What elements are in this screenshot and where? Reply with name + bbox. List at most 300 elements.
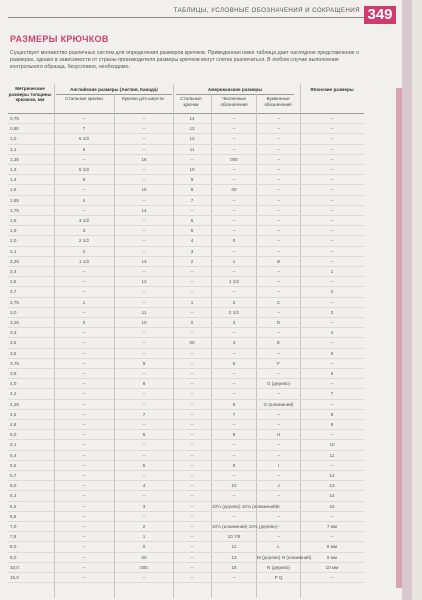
table-cell: 0 — [232, 238, 236, 244]
table-cell: – — [190, 289, 194, 295]
table-cell: – — [277, 238, 280, 244]
table-cell: – — [277, 228, 280, 234]
table-row — [8, 563, 364, 573]
table-cell: – — [330, 360, 334, 366]
table-cell: 14 — [189, 116, 195, 121]
table-cell: – — [82, 411, 86, 417]
table-cell: – — [190, 360, 194, 366]
table-row — [8, 328, 364, 338]
table-cell: – — [232, 391, 236, 397]
table-cell: – — [232, 177, 236, 183]
table-cell: 6 — [330, 371, 334, 376]
table-cell: 000 — [140, 564, 148, 570]
table-cell: – — [142, 330, 146, 336]
table-cell: – — [82, 442, 86, 448]
table-cell: 2 1/2 — [78, 238, 90, 244]
table-cell: 2 — [330, 289, 334, 295]
table-cell: – — [277, 330, 280, 336]
table-cell: – — [142, 442, 146, 448]
table-cell: 1,65 — [10, 197, 19, 203]
table-row — [8, 196, 364, 206]
table-cell: N (дерево) — [267, 564, 290, 570]
table-cell: 3 1/2 — [78, 218, 90, 223]
table-cell: 14 — [141, 207, 147, 213]
table-row — [8, 185, 364, 195]
table-cell: – — [190, 544, 194, 550]
table-cell: 10½ (алюминий) 10¾ (дерево) — [212, 524, 278, 529]
table-cell: – — [82, 116, 86, 121]
table-cell: – — [82, 330, 86, 336]
table-cell: – — [142, 391, 146, 397]
table-cell: – — [330, 381, 334, 387]
table-row — [8, 247, 364, 257]
table-cell: 12 — [329, 473, 335, 478]
table-cell: – — [277, 177, 280, 183]
table-cell: – — [142, 299, 146, 305]
table-row — [8, 440, 364, 450]
header-us-num: Численные обозначения — [220, 96, 248, 107]
table-cell: – — [330, 432, 334, 438]
running-header — [0, 0, 412, 26]
table-row — [8, 124, 364, 134]
table-row — [8, 461, 364, 471]
page-edge — [402, 0, 412, 600]
table-row — [8, 389, 364, 399]
table-cell: – — [142, 167, 146, 172]
table-cell: G (дерево) — [266, 381, 291, 387]
table-cell: 2 — [82, 248, 86, 254]
table-cell: 1 1/2 — [228, 279, 240, 285]
table-cell: – — [277, 289, 280, 295]
table-cell: – — [277, 207, 280, 213]
table-cell: 3 — [142, 503, 146, 509]
table-cell: – — [190, 442, 194, 448]
table-cell: – — [232, 422, 236, 427]
page-title: РАЗМЕРЫ КРЮЧКОВ — [10, 34, 109, 44]
table-cell: – — [330, 218, 334, 223]
table-cell: – — [142, 126, 146, 132]
table-cell: 3,25 — [10, 320, 19, 325]
table-cell: 10 — [329, 442, 335, 448]
table-row — [8, 216, 364, 226]
table-cell: E — [276, 340, 281, 346]
table-cell: – — [277, 391, 280, 397]
table-cell: 5 — [82, 177, 86, 183]
table-cell: – — [190, 350, 194, 356]
table-cell: – — [330, 401, 334, 407]
table-cell: – — [190, 422, 194, 427]
table-cell: – — [190, 493, 194, 499]
table-cell: 14 — [329, 493, 335, 499]
table-cell: – — [190, 391, 194, 397]
table-cell: – — [142, 422, 146, 427]
table-cell: – — [277, 411, 280, 417]
table-row — [8, 308, 364, 318]
table-cell: – — [330, 248, 334, 254]
table-cell: – — [277, 197, 280, 203]
table-cell: – — [330, 513, 334, 519]
table-cell: – — [190, 524, 194, 529]
table-cell: 6 — [142, 432, 146, 438]
table-row — [8, 236, 364, 246]
table-cell: 2,4 — [10, 269, 17, 274]
table-cell: – — [82, 575, 86, 580]
table-cell: 3 — [190, 248, 194, 254]
table-cell: – — [142, 340, 146, 346]
table-cell: – — [142, 218, 146, 223]
table-cell: 4,8 — [10, 422, 17, 427]
table-cell: 10 — [231, 483, 237, 489]
table-cell: – — [190, 503, 194, 509]
section-tab — [396, 88, 402, 588]
table-cell: 1,8 — [10, 218, 17, 223]
header-rule — [8, 17, 364, 18]
table-cell: – — [277, 218, 280, 223]
table-cell: – — [330, 187, 334, 193]
table-cell: 5 — [232, 360, 236, 366]
table-cell: – — [277, 116, 280, 121]
table-cell: – — [232, 452, 236, 458]
table-row — [8, 400, 364, 410]
table-cell: 15,0 — [10, 575, 19, 580]
table-cell: 13 — [141, 258, 147, 264]
table-row — [8, 522, 364, 532]
table-cell: 1 1/2 — [78, 258, 90, 264]
table-cell: 8 — [190, 187, 194, 193]
table-cell: – — [82, 452, 86, 458]
table-cell: – — [190, 432, 194, 438]
table-cell: 4 — [142, 483, 146, 489]
table-cell: 5,5 — [10, 462, 17, 468]
table-row — [8, 430, 364, 440]
header-uk-group: Английские размеры (Англия, Канада) — [70, 87, 158, 92]
table-cell: – — [82, 279, 86, 285]
table-cell: – — [190, 554, 194, 560]
section-title: ТАБЛИЦЫ, УСЛОВНЫЕ ОБОЗНАЧЕНИЯ И СОКРАЩЕНИЯ — [173, 7, 360, 14]
table-cell: 0,80 — [10, 126, 19, 132]
table-cell: 13 — [189, 126, 195, 132]
table-cell: 3,9 — [10, 371, 17, 376]
table-cell: 3 — [82, 228, 86, 234]
table-cell: – — [190, 381, 194, 387]
table-cell: 0,75 — [10, 116, 19, 121]
table-cell: 11 — [141, 309, 147, 315]
table-cell: – — [277, 452, 280, 458]
table-row — [8, 420, 364, 430]
table-row — [8, 226, 364, 236]
table-cell: – — [190, 156, 194, 162]
table-cell: – — [277, 534, 280, 540]
table-cell: – — [142, 197, 146, 203]
table-cell: – — [277, 442, 280, 448]
table-cell: – — [142, 575, 146, 580]
table-cell: – — [232, 371, 236, 376]
table-row — [8, 114, 364, 124]
table-cell: I — [277, 462, 280, 468]
table-cell: – — [277, 309, 280, 315]
header-us-group: Американские размеры — [207, 87, 263, 92]
table-cell: – — [190, 534, 194, 540]
table-cell: 12 — [141, 279, 147, 285]
table-cell: 4 — [330, 330, 334, 336]
table-cell: – — [232, 136, 236, 142]
table-cell: F — [277, 360, 280, 366]
table-cell: 3 — [232, 320, 236, 325]
table-row — [8, 134, 364, 144]
table-cell: 8 — [232, 432, 236, 438]
table-cell: – — [142, 493, 146, 499]
table-cell: – — [330, 299, 334, 305]
table-cell: – — [190, 513, 194, 519]
table-row — [8, 542, 364, 552]
table-cell: 11 — [189, 146, 195, 152]
table-cell: 5,4 — [10, 452, 17, 458]
table-cell: – — [142, 116, 146, 121]
table-cell: 0 — [190, 320, 194, 325]
table-cell: – — [277, 156, 280, 162]
table-cell: – — [232, 228, 236, 234]
table-cell: 6,6 — [10, 513, 17, 519]
table-cell: – — [330, 238, 334, 244]
table-cell: 00 — [141, 554, 147, 560]
table-cell: – — [82, 462, 86, 468]
table-cell: – — [330, 320, 334, 325]
table-cell: – — [232, 116, 236, 121]
header-us-letter: Буквенные обозначения — [264, 96, 292, 107]
table-cell: 8 — [142, 381, 146, 387]
table-cell: C — [276, 299, 281, 305]
table-cell: 3,6 — [10, 350, 17, 356]
header-us-rule — [176, 94, 294, 95]
table-cell: 6 — [82, 146, 86, 152]
table-cell: – — [142, 513, 146, 519]
table-cell: – — [82, 503, 86, 509]
table-cell: – — [330, 340, 334, 346]
table-cell: – — [190, 564, 194, 570]
table-cell: 2 — [190, 258, 194, 264]
table-cell: – — [142, 269, 146, 274]
table-cell: – — [232, 381, 236, 387]
table-cell: – — [142, 146, 146, 152]
table-cell: 2 1/2 — [228, 309, 240, 315]
table-cell: 1,75 — [10, 207, 19, 213]
table-row — [8, 532, 364, 542]
table-cell: – — [82, 269, 86, 274]
table-cell: – — [82, 564, 86, 570]
table-cell: 5,1 — [10, 442, 17, 448]
table-cell: 1,9 — [10, 228, 17, 234]
header-uk-steel: Стальные крючки — [65, 96, 103, 101]
table-cell: 5 — [190, 228, 194, 234]
table-cell: 7 — [142, 411, 146, 417]
table-cell: 4,25 — [10, 401, 19, 407]
table-cell: – — [232, 575, 236, 580]
table-row — [8, 298, 364, 308]
table-cell: – — [82, 483, 86, 489]
table-cell: 0 — [82, 320, 86, 325]
table-cell: – — [82, 391, 86, 397]
table-row — [8, 318, 364, 328]
intro-paragraph: Существует множество различных систем для определения размеров крючков. Приведенная ниже таблица дает наглядное представление о размерах, однако в зависимости от страны-производителя размеры крючков могут слегка различаться. В любом случае выполнение контрольного образца, безусловно, необходимо. — [10, 50, 360, 71]
table-cell: – — [330, 197, 334, 203]
table-cell: – — [232, 473, 236, 478]
table-cell: 3,5 — [10, 340, 17, 346]
table-row — [8, 573, 364, 583]
table-cell: 1,3 — [10, 167, 17, 172]
table-row — [8, 277, 364, 287]
table-cell: 13 — [231, 554, 237, 560]
table-cell: – — [82, 207, 86, 213]
page-number: 349 — [364, 6, 396, 24]
header-us-steel: Стальные крючки — [180, 96, 202, 107]
table-cell: – — [277, 350, 280, 356]
table-cell: – — [277, 473, 280, 478]
table-cell: – — [190, 575, 194, 580]
table-cell: 6 — [232, 401, 236, 407]
table-cell: – — [277, 187, 280, 193]
table-cell: B — [276, 258, 281, 264]
table-cell: – — [330, 462, 334, 468]
table-cell: 15 — [329, 503, 335, 509]
table-cell: 12 — [189, 136, 195, 142]
table-cell: – — [330, 228, 334, 234]
table-cell: 1,0 — [10, 136, 17, 142]
table-cell: 6,3 — [10, 493, 17, 499]
table-cell: 1,1 — [10, 146, 17, 152]
table-cell: – — [330, 126, 334, 132]
table-row — [8, 491, 364, 501]
table-cell: 8,0 — [10, 544, 17, 550]
table-cell: – — [232, 218, 236, 223]
table-cell: 2,25 — [10, 258, 19, 264]
table-header — [8, 84, 364, 114]
table-cell: 6 1/2 — [78, 136, 90, 142]
table-cell: – — [82, 187, 86, 193]
table-cell: – — [82, 513, 86, 519]
table-cell: G (алюминий) — [263, 401, 294, 407]
table-cell: – — [82, 493, 86, 499]
table-cell: – — [190, 411, 194, 417]
table-row — [8, 155, 364, 165]
table-cell: 9 мм — [326, 554, 338, 560]
table-cell: – — [82, 309, 86, 315]
table-cell: 000 — [230, 156, 238, 162]
table-cell: – — [190, 473, 194, 478]
table-cell: – — [82, 432, 86, 438]
table-cell: 16 — [141, 156, 147, 162]
table-cell: 7 — [330, 391, 334, 397]
table-cell: 5 — [142, 462, 146, 468]
table-cell: 4 — [82, 197, 86, 203]
table-cell: 13 — [329, 483, 335, 489]
table-cell: 7 — [82, 126, 86, 132]
hook-size-table — [8, 84, 364, 598]
table-cell: 1 — [330, 269, 334, 274]
table-cell: – — [82, 422, 86, 427]
table-cell: 7 — [232, 411, 236, 417]
table-cell: 7 — [190, 197, 194, 203]
table-cell: – — [277, 126, 280, 132]
table-cell: 2,0 — [10, 238, 17, 244]
table-cell: – — [190, 269, 194, 274]
table-cell: 1,5 — [10, 187, 17, 193]
table-cell: 5 — [330, 350, 334, 356]
table-row — [8, 359, 364, 369]
table-cell: 5,7 — [10, 473, 17, 478]
table-cell: 2,75 — [10, 299, 19, 305]
table-cell: – — [142, 452, 146, 458]
table-cell: – — [232, 493, 236, 499]
table-row — [8, 257, 364, 267]
table-cell: – — [277, 136, 280, 142]
table-cell: 10 — [189, 167, 195, 172]
table-cell: – — [277, 371, 280, 376]
table-cell: 1 — [190, 299, 194, 305]
table-cell: K — [276, 503, 281, 509]
table-row — [8, 471, 364, 481]
table-cell: – — [190, 452, 194, 458]
table-row — [8, 145, 364, 155]
table-cell: – — [277, 493, 280, 499]
table-cell: 15 — [141, 187, 147, 193]
table-row — [8, 481, 364, 491]
table-cell: 00 — [189, 340, 195, 346]
table-cell: 4,2 — [10, 391, 17, 397]
table-cell: – — [82, 156, 86, 162]
table-cell: P Q — [274, 575, 283, 580]
table-cell: – — [232, 513, 236, 519]
table-cell: – — [190, 330, 194, 336]
table-row — [8, 165, 364, 175]
table-cell: – — [277, 279, 280, 285]
table-cell: – — [142, 289, 146, 295]
table-cell: – — [142, 238, 146, 244]
table-cell: 4 — [232, 340, 236, 346]
table-cell: – — [82, 350, 86, 356]
table-cell: D — [276, 320, 281, 325]
table-cell: – — [142, 473, 146, 478]
table-cell: – — [190, 207, 194, 213]
table-cell: – — [82, 544, 86, 550]
table-cell: 10½ (дерево) 10¾ (алюминий) — [212, 503, 278, 509]
table-cell: 15 — [231, 564, 237, 570]
table-cell: – — [142, 177, 146, 183]
table-cell: 3,0 — [10, 309, 17, 315]
table-cell: – — [190, 401, 194, 407]
table-cell: – — [82, 401, 86, 407]
table-row — [8, 287, 364, 297]
table-cell: – — [277, 167, 280, 172]
table-cell: 6,0 — [10, 483, 17, 489]
table-cell: 2 — [232, 299, 236, 305]
table-row — [8, 175, 364, 185]
table-cell: 2,1 — [10, 248, 17, 254]
table-cell: – — [82, 473, 86, 478]
table-cell: – — [330, 534, 334, 540]
table-cell: 0 — [142, 544, 146, 550]
table-row — [8, 502, 364, 512]
table-cell: 4,0 — [10, 381, 17, 387]
table-cell: 7 мм — [326, 524, 338, 529]
table-row — [8, 451, 364, 461]
table-cell: – — [277, 248, 280, 254]
table-cell: – — [82, 289, 86, 295]
table-cell: – — [232, 350, 236, 356]
table-cell: 6,5 — [10, 503, 17, 509]
table-cell: – — [82, 524, 86, 529]
table-cell: 1 — [142, 534, 146, 540]
table-cell: – — [142, 371, 146, 376]
